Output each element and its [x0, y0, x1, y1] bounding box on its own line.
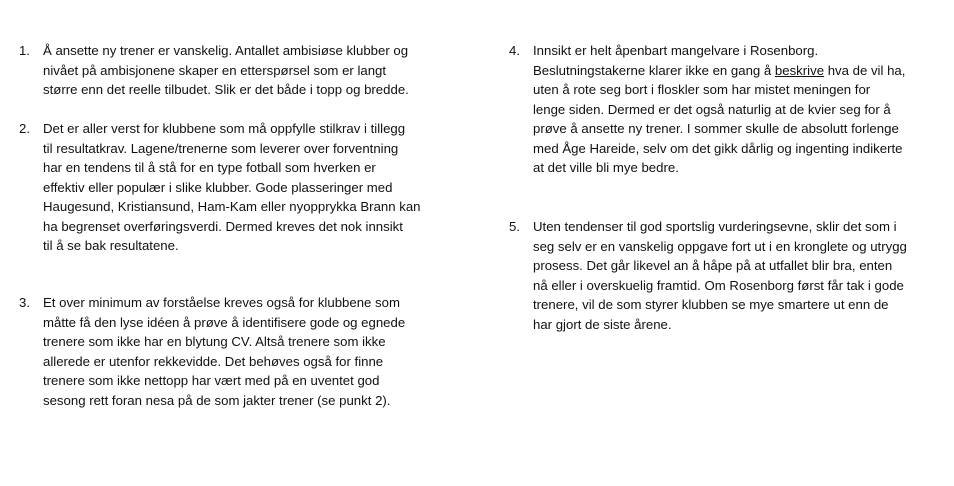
- text-line: sesong rett foran nesa på de som jakter trener (se punkt 2).: [43, 392, 391, 408]
- text-line: allerede er utenfor rekkevidde. Det behøves også for finne: [43, 353, 384, 369]
- text-line: større enn det reelle tilbudet. Slik er det både i topp og bredde.: [43, 82, 409, 97]
- text-line: med Åge Hareide, selv om det gikk dårlig og ingenting indikerte: [533, 140, 903, 156]
- text-line: til å se bak resultatene.: [43, 238, 179, 253]
- text-line: [533, 61, 905, 81]
- list-item-text: [533, 41, 905, 178]
- text-line: lenge siden. Dermed er det også naturlig at de kvier seg for å: [533, 101, 891, 117]
- text-line: til resultatkrav. Lagene/trenerne som leverer over forventning: [43, 140, 399, 156]
- text-line: trenere som ikke har en blytung CV. Altså trenere som ikke: [43, 334, 386, 349]
- text-line: Uten tendenser til god sportslig vurderingsevne, sklir det som i: [533, 219, 897, 234]
- text-line: nivået på ambisjonene skaper en etterspørsel som er langt: [43, 62, 387, 78]
- list-item-text: [43, 41, 409, 100]
- list-number: 4.: [509, 43, 520, 58]
- text-line: effektiv eller populær i slike klubber. Gode plasseringer med: [43, 179, 393, 195]
- list-number: 3.: [19, 295, 30, 310]
- list-item-text: [533, 217, 907, 334]
- text-line: nå eller i overskuelig framtid. Om Rosenborg først får tak i gode: [533, 277, 904, 293]
- text-line: prosess. Det går likevel an å håpe på at utfallet blir bra, enten: [533, 258, 893, 273]
- list-number: 2.: [19, 121, 30, 136]
- text-line: Haugesund, Kristiansund, Ham-Kam eller nyopprykka Brann kan: [43, 199, 421, 214]
- text-line: Det er aller verst for klubbene som må oppfylle stilkrav i tillegg: [43, 121, 406, 136]
- list-item-text: [43, 293, 405, 410]
- text-line: har en tendens til å stå for en type fotball som hverken er: [43, 160, 376, 175]
- text-segment: hva de vil ha,: [824, 62, 906, 78]
- text-line: har gjort de siste årene.: [533, 316, 672, 332]
- text-line: at det ville bli mye bedre.: [533, 160, 679, 175]
- text-line: trenere som ikke nettopp har vært med på en uventet god: [43, 373, 380, 388]
- text-line: måtte få den lyse idéen å prøve å identifisere gode og egnede: [43, 314, 406, 330]
- text-line: seg selv er en vanskelig oppgave fort ut i en kronglete og utrygg: [533, 238, 907, 254]
- list-number: 1.: [19, 43, 30, 58]
- text-line: Innsikt er helt åpenbart mangelvare i Rosenborg.: [533, 43, 819, 58]
- list-item-text: [43, 119, 421, 256]
- text-line: Å ansette ny trener er vanskelig. Antallet ambisiøse klubber og: [43, 43, 409, 58]
- text-line: trenere, vil de som styrer klubben se mye smartere ut enn de: [533, 297, 889, 312]
- text-line: ha begrenset overføringsverdi. Dermed kreves det nok innsikt: [43, 218, 403, 234]
- text-segment: Beslutningstakerne klarer ikke en gang å: [533, 62, 775, 78]
- text-line: prøve å ansette ny trener. I sommer skulle de absolutt forlenge: [533, 121, 899, 136]
- text-line: Et over minimum av forståelse kreves også for klubbene som: [43, 295, 400, 310]
- underlined-word: beskrive: [774, 62, 825, 78]
- list-number: 5.: [509, 219, 520, 234]
- text-line: uten å rote seg bort i floskler som har mistet meningen for: [533, 82, 871, 97]
